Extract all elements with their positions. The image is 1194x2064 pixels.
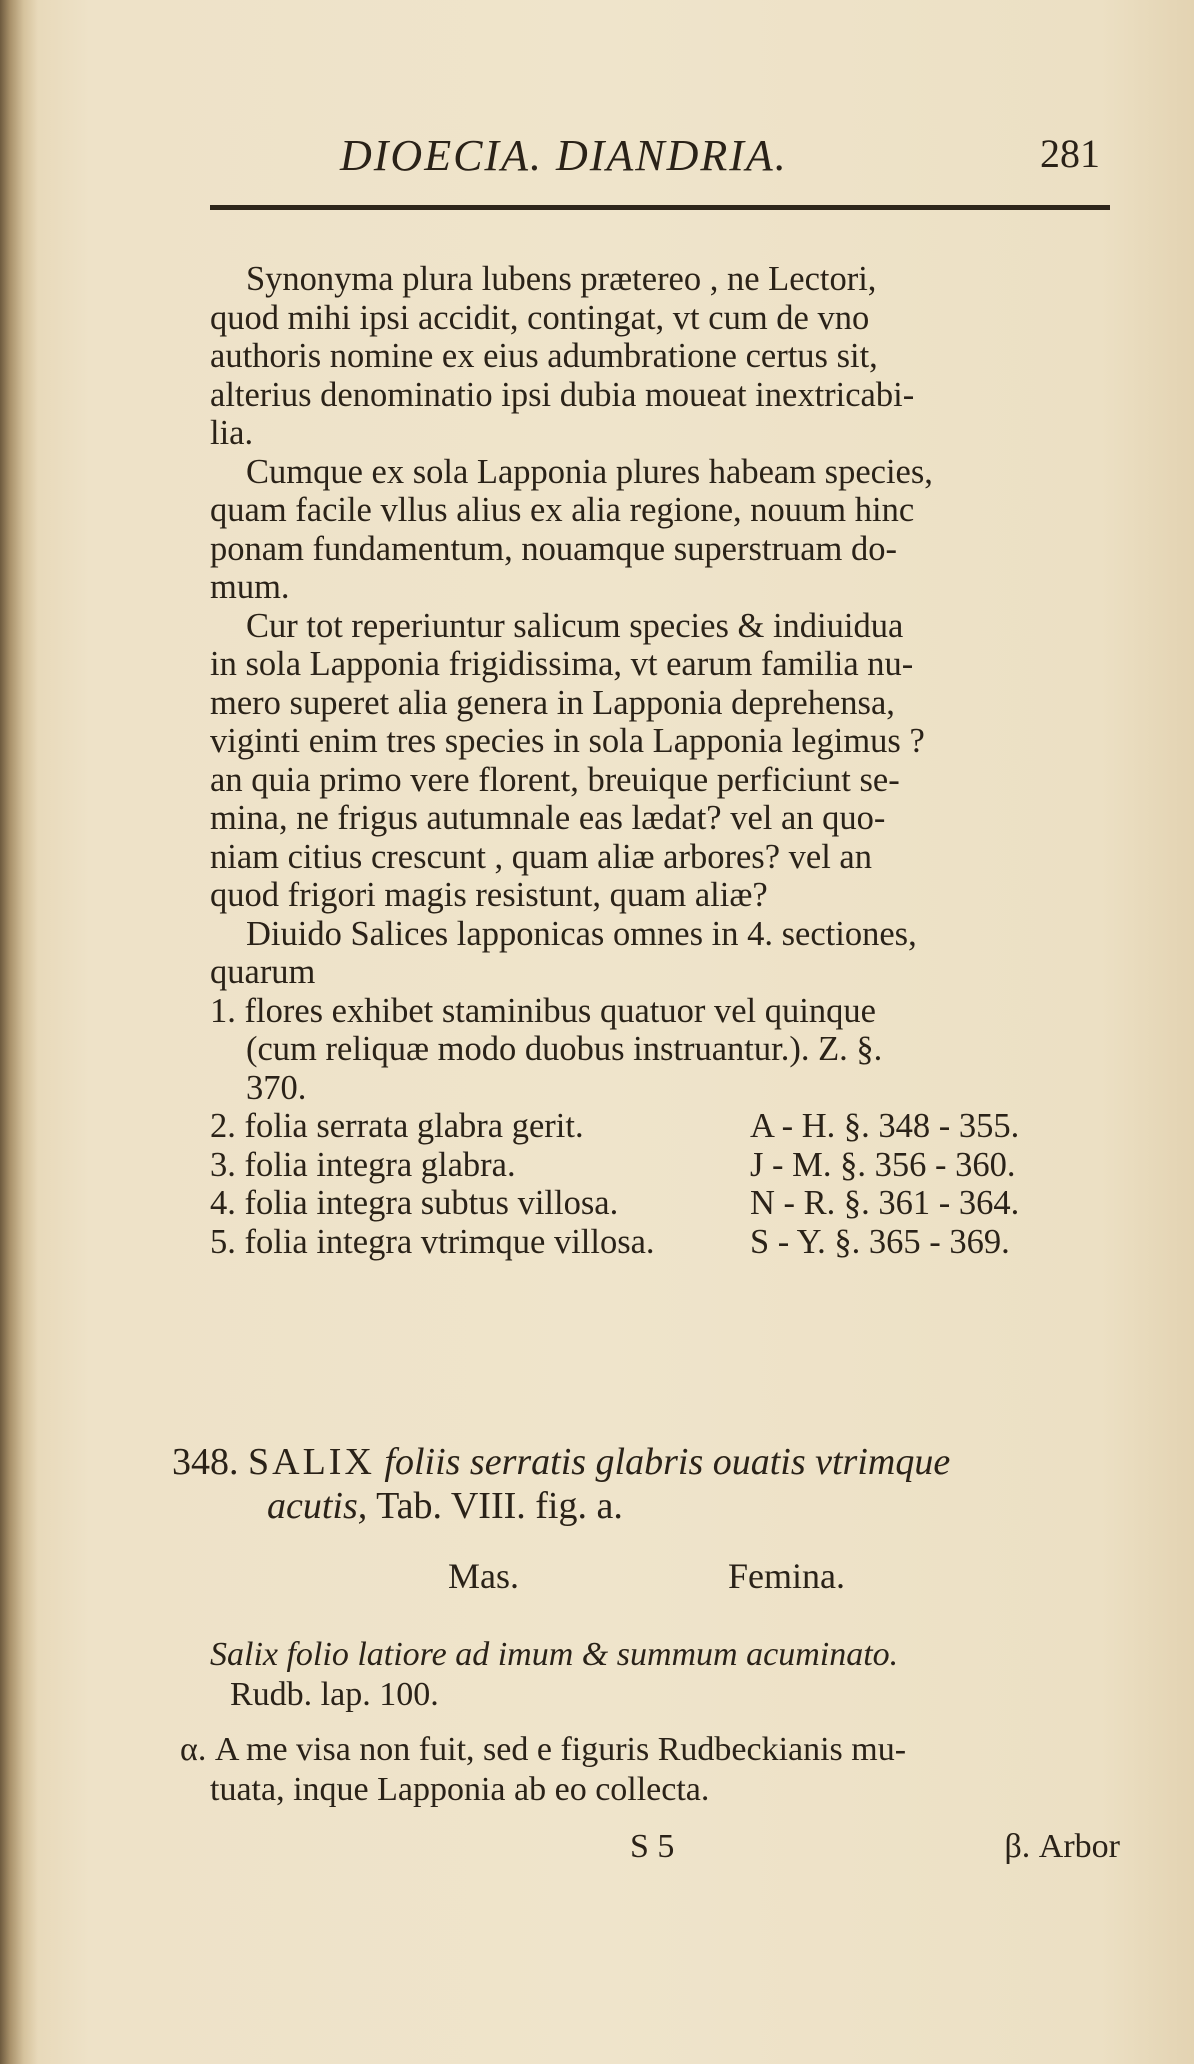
text-line: niam citius crescunt , quam aliæ arbores? vel an [210, 837, 872, 876]
text-line: mero superet alia genera in Lapponia deprehensa, [210, 683, 895, 722]
text-line: Synonyma plura lubens prætereo , ne Lectori, [246, 260, 877, 298]
section-text: 2. folia serrata glabra gerit. [210, 1107, 584, 1145]
species-line-2 [172, 1484, 1132, 1528]
text-line: mum. [210, 568, 290, 606]
section-row [210, 1146, 1090, 1185]
text-line: lia. [210, 414, 254, 452]
female-heading: Femina. [728, 1556, 845, 1596]
running-title: DIOECIA. DIANDRIA. [340, 131, 788, 180]
sex-headings [448, 1555, 1148, 1597]
text-line: an quia primo vere florent, breuique perficiunt se- [210, 760, 900, 799]
figure-reference: Tab. VIII. fig. a. [376, 1485, 623, 1527]
synonym-block [210, 1635, 1130, 1715]
main-text [210, 260, 1110, 1261]
text-line: ponam fundamentum, nouamque superstruam do- [210, 529, 897, 568]
text-line: Diuido Salices lapponicas omnes in 4. sectiones, [246, 914, 917, 953]
section-ref: N - R. §. 361 - 364. [750, 1184, 1020, 1222]
genus-name: SALIX [248, 1441, 375, 1483]
section-ref: A - H. §. 348 - 355. [750, 1107, 1020, 1145]
text-line: quod frigori magis resistunt, quam aliæ? [210, 876, 768, 914]
note-marker: α. [180, 1731, 207, 1768]
section-row [210, 1184, 1090, 1223]
text-line: (cum reliquæ modo duobus instruantur.). Z. §. [246, 1030, 883, 1068]
text-line: quam facile vllus alius ex alia regione, nouum hinc [210, 491, 915, 529]
section-text: 4. folia integra subtus villosa. [210, 1184, 619, 1222]
section-text: 3. folia integra glabra. [210, 1145, 516, 1184]
text-line: 1. flores exhibet staminibus quatuor vel quinque [210, 991, 876, 1030]
page-content [172, 130, 1120, 1865]
note-alpha [180, 1730, 1120, 1810]
species-diagnosis: foliis serratis glabris ouatis vtrimque [384, 1441, 951, 1483]
section-row [210, 1223, 1090, 1262]
text-line: in sola Lapponia frigidissima, vt earum familia nu- [210, 645, 914, 683]
species-number: 348. [172, 1441, 239, 1483]
section-ref: J - M. §. 356 - 360. [750, 1145, 1016, 1184]
text-line: Cumque ex sola Lapponia plures habeam species, [246, 452, 933, 491]
signature-mark: S 5 [630, 1828, 675, 1865]
page-gutter [0, 0, 38, 2064]
species-line-1 [172, 1440, 1132, 1484]
text-line: Cur tot reperiuntur salicum species & indiuidua [246, 606, 904, 645]
text-line: mina, ne frigus autumnale eas lædat? vel an quo- [210, 799, 886, 837]
text-line: authoris nomine ex eius adumbratione certus sit, [210, 337, 878, 375]
catchword: β. Arbor [1004, 1828, 1120, 1865]
species-entry [172, 1440, 1132, 1528]
note-line-1: A me visa non fuit, sed e figuris Rudbeckianis mu- [214, 1731, 907, 1768]
text-line: 370. [246, 1068, 307, 1107]
male-heading: Mas. [448, 1556, 519, 1596]
header-rule [210, 205, 1110, 210]
text-line: viginti enim tres species in sola Lapponia legimus ? [210, 722, 925, 760]
text-line: alterius denominatio ipsi dubia moueat inextricabi- [210, 375, 915, 414]
species-diagnosis-end: acutis, [267, 1485, 368, 1527]
section-row [210, 1107, 1090, 1146]
section-ref: S - Y. §. 365 - 369. [750, 1222, 1010, 1261]
synonym-source: Rudb. lap. 100. [230, 1676, 439, 1713]
section-text: 5. folia integra vtrimque villosa. [210, 1222, 655, 1261]
running-header [210, 130, 1110, 200]
page-number: 281 [1040, 131, 1100, 176]
text-line: quarum [210, 953, 316, 991]
text-line: quod mihi ipsi accidit, contingat, vt cum de vno [210, 298, 870, 337]
note-line-2: tuata, inque Lapponia ab eo collecta. [210, 1771, 710, 1808]
synonym-text: Salix folio latiore ad imum & summum acuminato. [210, 1636, 899, 1673]
